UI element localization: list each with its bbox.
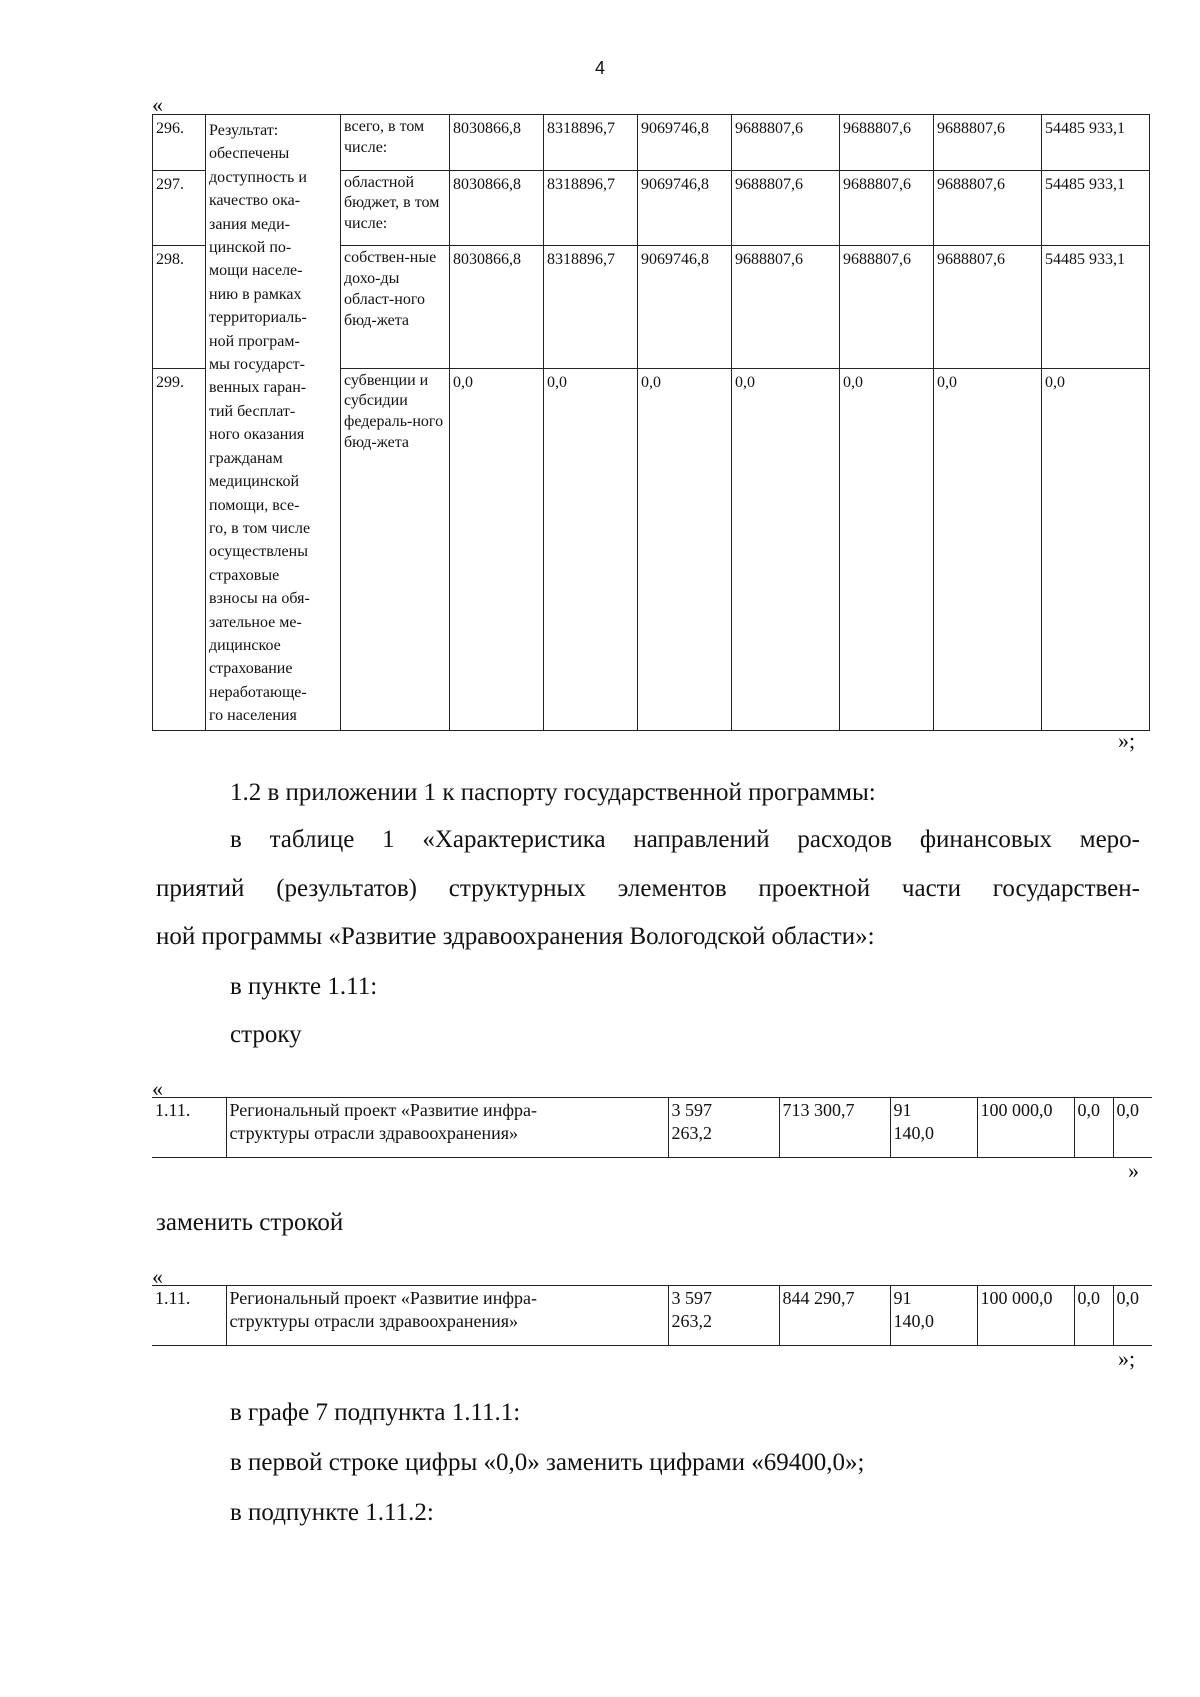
value-cell: 8318896,7 — [544, 115, 638, 171]
result-line: ного оказания — [209, 426, 305, 444]
result-line: гражданам — [209, 449, 283, 467]
value-cell: 0,0 — [1113, 1286, 1152, 1346]
result-line: страховые — [209, 566, 280, 584]
result-line: страхование — [209, 660, 293, 678]
project-name — [226, 1098, 668, 1158]
result-line: неработающе- — [209, 683, 307, 701]
project-name-line: Региональный проект «Развитие инфра- — [229, 1288, 537, 1308]
value-line: 140,0 — [893, 1310, 934, 1331]
funding-source: всего, в том числе: — [341, 115, 450, 171]
paragraph-replace: заменить строкой — [156, 1209, 344, 1236]
value-cell: 8318896,7 — [544, 170, 638, 246]
result-line: территориаль- — [209, 309, 307, 327]
result-line: Результат: — [209, 122, 279, 139]
project-name-line: структуры отрасли здравоохранения» — [229, 1310, 519, 1331]
value-cell: 8318896,7 — [544, 246, 638, 368]
result-line: осуществлены — [209, 543, 308, 561]
funding-source: областной бюджет, в том числе: — [341, 170, 450, 246]
row-number: 296. — [153, 115, 206, 171]
result-line: медицинской — [209, 473, 300, 491]
table-row — [153, 115, 1150, 171]
paragraph-first-row: в первой строке цифры «0,0» заменить цифрами «69400,0»; — [230, 1449, 865, 1476]
funding-source: собствен-ные дохо-ды област-ного бюд-жета — [341, 246, 450, 368]
result-line: зания меди- — [209, 215, 290, 233]
value-cell: 8030866,8 — [450, 170, 544, 246]
paragraph-column-7: в графе 7 подпункта 1.11.1: — [230, 1399, 521, 1426]
value-cell: 8030866,8 — [450, 115, 544, 171]
value-line: 140,0 — [893, 1122, 934, 1143]
table3-close-quote: »; — [1118, 1346, 1136, 1371]
paragraph-point: в пункте 1.11: — [230, 973, 378, 1000]
table2-close-quote: » — [1128, 1158, 1139, 1183]
row-number: 299. — [153, 368, 206, 730]
table3-open-quote: « — [152, 1264, 163, 1289]
funding-source: субвенции и субсидии федераль-ного бюд-жета — [341, 368, 450, 730]
paragraph-line-word: строку — [230, 1021, 302, 1048]
value-cell — [668, 1286, 779, 1346]
value-cell — [890, 1286, 977, 1346]
value-cell: 8030866,8 — [450, 246, 544, 368]
value-cell: 9688807,6 — [840, 170, 934, 246]
value-line: 263,2 — [671, 1310, 712, 1331]
value-cell: 100 000,0 — [977, 1286, 1074, 1346]
value-cell — [668, 1098, 779, 1158]
project-name-line: структуры отрасли здравоохранения» — [229, 1122, 519, 1143]
result-line: нию в рамках — [209, 285, 302, 303]
result-line: взносы на обя- — [209, 590, 310, 608]
value-line: 3 597 — [671, 1100, 712, 1120]
result-line: помощи, все- — [209, 496, 300, 514]
value-cell: 0,0 — [732, 368, 840, 730]
result-line: зательное ме- — [209, 613, 302, 631]
value-cell: 9688807,6 — [934, 115, 1042, 171]
value-cell: 0,0 — [638, 368, 732, 730]
result-line: мы государст- — [209, 356, 305, 374]
result-line: дицинское — [209, 636, 281, 654]
project-name-line: Региональный проект «Развитие инфра- — [229, 1100, 537, 1120]
paragraph-subpoint: в подпункте 1.11.2: — [230, 1499, 434, 1526]
value-line: 3 597 — [671, 1288, 712, 1308]
value-line: 91 — [893, 1100, 912, 1120]
value-cell: 0,0 — [544, 368, 638, 730]
result-line: го населения — [209, 707, 297, 725]
table-row — [152, 1286, 1152, 1346]
value-cell: 0,0 — [934, 368, 1042, 730]
row-number: 1.11. — [152, 1286, 226, 1346]
project-name — [226, 1286, 668, 1346]
paragraph-table-line-2: приятий (результатов) структурных элементов проектной части государствен- — [156, 875, 1140, 902]
value-cell: 0,0 — [450, 368, 544, 730]
value-cell: 0,0 — [1113, 1098, 1152, 1158]
result-line: качество ока- — [209, 192, 301, 210]
result-line: ной програм- — [209, 332, 300, 350]
value-cell: 9688807,6 — [934, 170, 1042, 246]
value-cell: 9069746,8 — [638, 115, 732, 171]
table2-open-quote: « — [152, 1076, 163, 1101]
value-cell: 54485 933,1 — [1042, 246, 1150, 368]
value-cell: 9688807,6 — [732, 115, 840, 171]
value-cell: 0,0 — [1042, 368, 1150, 730]
value-cell: 0,0 — [840, 368, 934, 730]
paragraph-1-2: 1.2 в приложении 1 к паспорту государственной программы: — [230, 779, 876, 806]
value-line: 263,2 — [671, 1122, 712, 1143]
row-number: 1.11. — [152, 1098, 226, 1158]
value-cell: 713 300,7 — [779, 1098, 890, 1158]
value-cell: 0,0 — [1074, 1098, 1113, 1158]
paragraph-table-line-3: ной программы «Развитие здравоохранения Вологодской области»: — [156, 923, 875, 950]
paragraph-table-line-1: в таблице 1 «Характеристика направлений расходов финансовых меро- — [230, 826, 1140, 853]
value-cell: 0,0 — [1074, 1286, 1113, 1346]
page-number: 4 — [594, 58, 605, 78]
value-cell: 9688807,6 — [840, 246, 934, 368]
row-number: 298. — [153, 246, 206, 368]
value-cell: 844 290,7 — [779, 1286, 890, 1346]
table-row — [152, 1098, 1152, 1158]
budget-table — [152, 114, 1150, 731]
row-number: 297. — [153, 170, 206, 246]
result-line: доступность и — [209, 168, 307, 186]
value-cell: 9688807,6 — [732, 246, 840, 368]
result-line: мощи населе- — [209, 262, 303, 280]
table1-open-quote: « — [152, 92, 163, 117]
project-table-old — [152, 1097, 1152, 1158]
project-table-new — [152, 1285, 1152, 1346]
value-cell: 9688807,6 — [732, 170, 840, 246]
value-cell: 54485 933,1 — [1042, 170, 1150, 246]
result-line: обеспечены — [209, 145, 290, 163]
value-cell: 54485 933,1 — [1042, 115, 1150, 171]
value-cell — [890, 1098, 977, 1158]
value-line: 91 — [893, 1288, 912, 1308]
value-cell: 9688807,6 — [840, 115, 934, 171]
table1-close-quote: »; — [1118, 728, 1136, 753]
value-cell: 9688807,6 — [934, 246, 1042, 368]
value-cell: 100 000,0 — [977, 1098, 1074, 1158]
result-description-cell — [206, 115, 341, 731]
result-line: тий бесплат- — [209, 402, 296, 420]
result-line: цинской по- — [209, 239, 292, 257]
value-cell: 9069746,8 — [638, 246, 732, 368]
result-line: го, в том числе — [209, 519, 311, 537]
value-cell: 9069746,8 — [638, 170, 732, 246]
result-line: венных гаран- — [209, 379, 307, 397]
